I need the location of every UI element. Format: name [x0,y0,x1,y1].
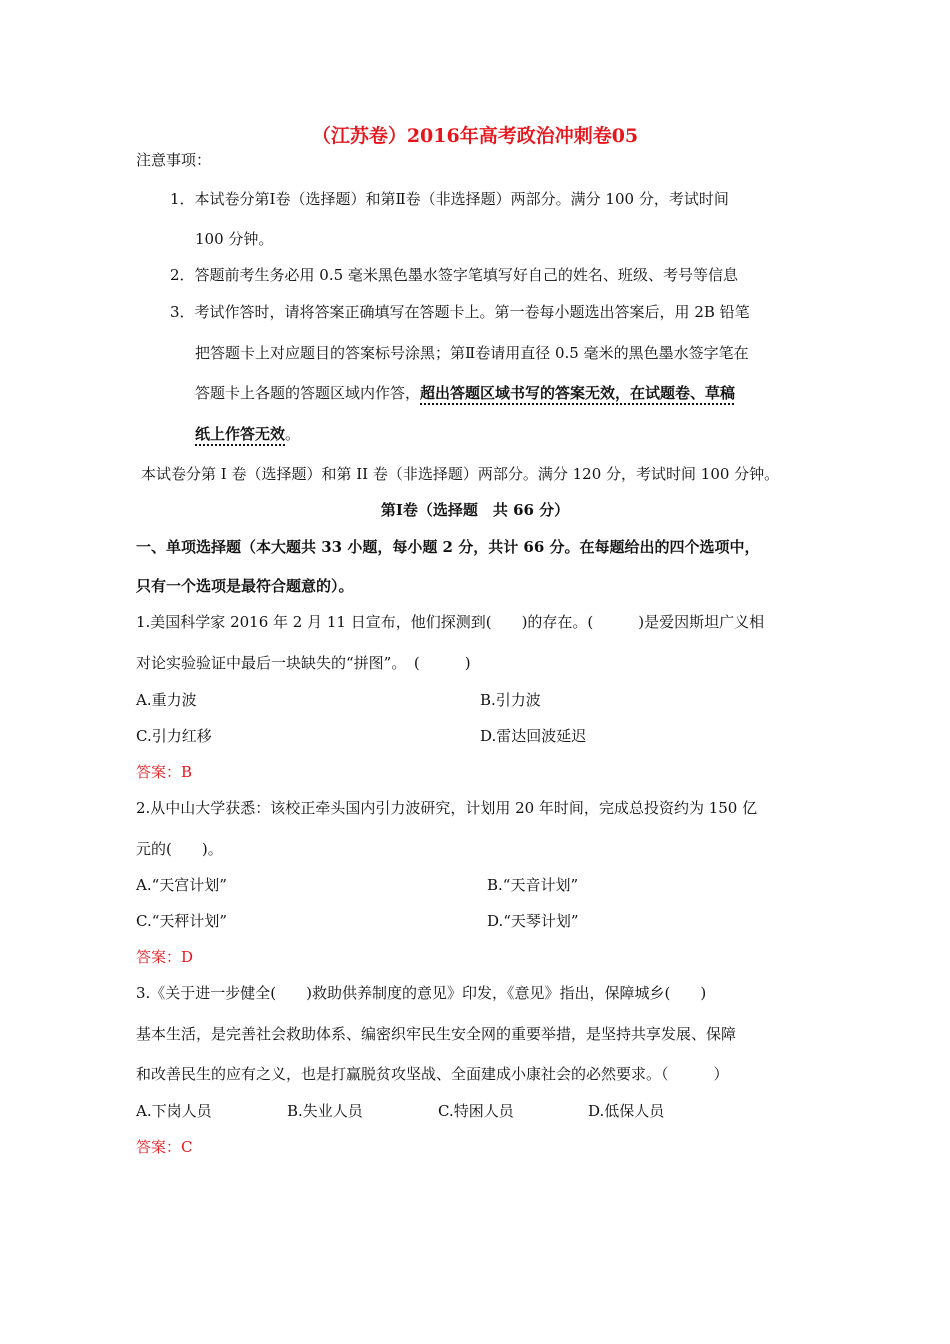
notice-item-3-line-4 [195,424,300,444]
question-3-answer: 答案：C [136,1138,193,1156]
part-one-instructions-line-1: 一、单项选择题（本大题共 33 小题，每小题 2 分，共计 66 分。在每题给出的四个选项中， [136,538,760,556]
question-2-option-b: B.“天音计划” [487,876,579,894]
question-2-line-1: 2.从中山大学获悉：该校正牵头国内引力波研究，计划用 20 年时间，完成总投资约为 150 亿 [136,799,758,817]
question-2-answer: 答案：D [136,948,194,966]
question-1-line-2: 对论实验验证中最后一块缺失的“拼图”。 ( ) [136,654,471,672]
question-2-line-2: 元的( )。 [136,840,223,858]
question-3-option-d: D.低保人员 [588,1102,665,1120]
question-2-option-a: A.“天宫计划” [136,876,227,894]
notice-item-3-emphasis-end: 纸上作答无效 [195,425,286,443]
part-one-instructions-line-2: 只有一个选项是最符合题意的）。 [136,577,354,595]
notice-item-3-line-1: 3．考试作答时，请将答案正确填写在答题卡上。第一卷每小题选出答案后，用 2B 铅笔 [170,303,750,321]
question-3-line-3: 和改善民生的应有之义，也是打赢脱贫攻坚战、全面建成小康社会的必然要求。（ ） [136,1065,729,1083]
question-2-option-d: D.“天琴计划” [487,912,579,930]
question-1-line-1: 1.美国科学家 2016 年 2 月 11 日宣布，他们探测到( )的存在。( )是爱因斯坦广义相 [136,613,765,631]
question-1-option-d: D.雷达回波延迟 [480,727,587,745]
question-1-option-a: A.重力波 [136,691,197,709]
question-3-option-c: C.特困人员 [438,1102,514,1120]
question-1-answer: 答案：B [136,763,193,781]
question-1-option-b: B.引力波 [480,691,541,709]
notice-heading: 注意事项： [136,151,212,169]
notice-item-1-line-1: 1．本试卷分第Ⅰ卷（选择题）和第Ⅱ卷（非选择题）两部分。满分 100 分，考试时间 [170,190,729,208]
notice-item-3-line-2: 把答题卡上对应题目的答案标号涂黑；第Ⅱ卷请用直径 0.5 毫米的黑色墨水签字笔在 [195,344,749,362]
exam-intro: 本试卷分第 I 卷（选择题）和第 II 卷（非选择题）两部分。满分 120 分，考试时间 100 分钟。 [141,465,780,483]
question-3-option-a: A.下岗人员 [136,1102,212,1120]
question-2-option-c: C.“天秤计划” [136,912,228,930]
section-title: 第Ⅰ卷（选择题 共 66 分） [380,501,570,519]
question-3-option-b: B.失业人员 [287,1102,363,1120]
notice-item-1-line-2: 100 分钟。 [195,230,274,248]
notice-item-3-emphasis: 超出答题区域书写的答案无效，在试题卷、草稿 [420,384,736,402]
notice-item-2: 2．答题前考生务必用 0.5 毫米黑色墨水签字笔填写好自己的姓名、班级、考号等信息 [170,266,738,284]
notice-item-3-line-3-plain: 答题卡上各题的答题区域内作答， [195,384,421,402]
notice-item-3-period: 。 [285,425,301,443]
question-1-option-c: C.引力红移 [136,727,212,745]
question-3-line-1: 3.《关于进一步健全( )救助供养制度的意见》印发，《意见》指出，保障城乡( ) [136,984,707,1002]
document-title: （江苏卷）2016年高考政治冲刺卷05 [311,125,639,147]
notice-item-3-line-3 [195,383,735,403]
question-3-line-2: 基本生活，是完善社会救助体系、编密织牢民生安全网的重要举措，是坚持共享发展、保障 [136,1025,737,1043]
